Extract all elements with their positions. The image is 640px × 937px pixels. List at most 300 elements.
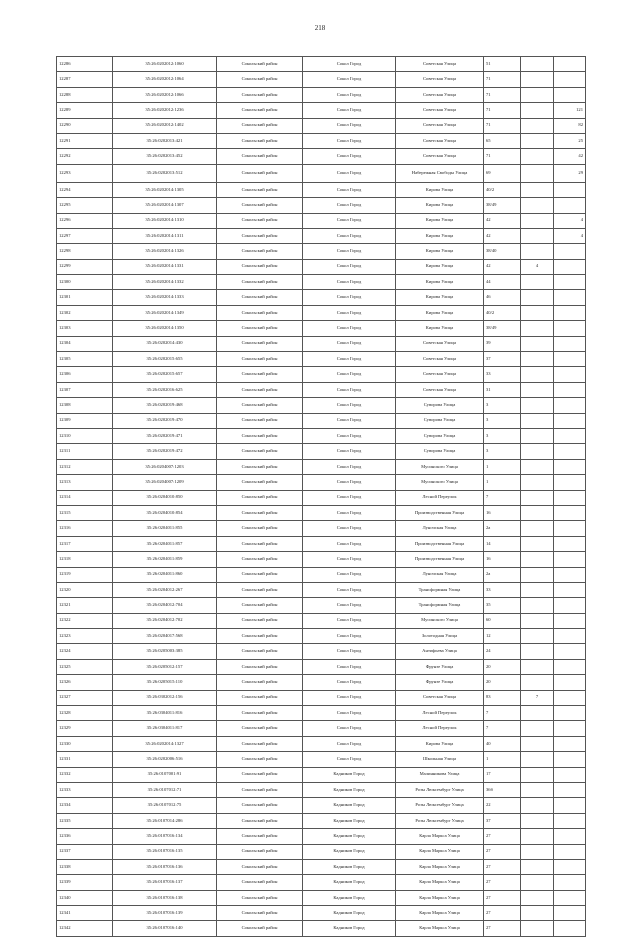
house-number-cell: 33	[484, 367, 521, 382]
apartment-cell	[554, 87, 586, 102]
district-cell: Сокольский район	[217, 690, 303, 705]
settlement-cell: Сокол Город	[303, 118, 396, 133]
apartment-cell	[554, 367, 586, 382]
table-row	[57, 133, 586, 148]
cadastral-number-cell: 35:26:0202015:655	[113, 352, 217, 367]
table-row	[57, 505, 586, 520]
settlement-cell: Сокол Город	[303, 536, 396, 551]
street-cell: Кирова Улица	[396, 228, 484, 243]
cadastral-number-cell: 35:26:0202012:1402	[113, 118, 217, 133]
record-number-cell: 12331	[57, 752, 113, 767]
district-cell: Сокольский район	[217, 164, 303, 182]
settlement-cell: Сокол Город	[303, 567, 396, 582]
cadastral-number-cell: 35:26:0204011:860	[113, 567, 217, 582]
building-cell	[521, 721, 554, 736]
house-number-cell: 33	[484, 582, 521, 597]
cadastral-number-cell: 35:26:0204012:267	[113, 582, 217, 597]
cadastral-number-cell: 35:26:0204012:702	[113, 613, 217, 628]
building-cell	[521, 782, 554, 797]
building-cell	[521, 244, 554, 259]
building-cell	[521, 428, 554, 443]
cadastral-number-cell: 35:26:0107014:286	[113, 813, 217, 828]
house-number-cell: 38/49	[484, 321, 521, 336]
table-row	[57, 336, 586, 351]
settlement-cell: Сокол Город	[303, 290, 396, 305]
street-cell: Кирова Улица	[396, 275, 484, 290]
settlement-cell: Сокол Город	[303, 87, 396, 102]
street-cell: Кирова Улица	[396, 213, 484, 228]
district-cell: Сокольский район	[217, 767, 303, 782]
settlement-cell: Сокол Город	[303, 505, 396, 520]
street-cell: Трансформная Улица	[396, 598, 484, 613]
cadastral-number-cell: 35:26:0107016:138	[113, 890, 217, 905]
settlement-cell: Сокол Город	[303, 659, 396, 674]
district-cell: Сокольский район	[217, 133, 303, 148]
cadastral-number-cell: 35:26:0304011:817	[113, 721, 217, 736]
building-cell	[521, 72, 554, 87]
settlement-cell: Сокол Город	[303, 552, 396, 567]
table-row	[57, 921, 586, 936]
settlement-cell: Сокол Город	[303, 57, 396, 72]
building-cell	[521, 859, 554, 874]
cadastral-number-cell: 35:26:0204010:854	[113, 505, 217, 520]
building-cell	[521, 164, 554, 182]
settlement-cell: Сокол Город	[303, 182, 396, 197]
cadastral-number-cell: 35:26:0202012:1236	[113, 103, 217, 118]
district-cell: Сокольский район	[217, 321, 303, 336]
house-number-cell: 3	[484, 413, 521, 428]
house-number-cell: 42	[484, 228, 521, 243]
settlement-cell: Сокол Город	[303, 398, 396, 413]
district-cell: Сокольский район	[217, 213, 303, 228]
record-number-cell: 12318	[57, 552, 113, 567]
cadastral-number-cell: 35:26:0202013:421	[113, 133, 217, 148]
district-cell: Сокольский район	[217, 536, 303, 551]
house-number-cell: 27	[484, 859, 521, 874]
apartment-cell	[554, 275, 586, 290]
house-number-cell: 27	[484, 890, 521, 905]
building-cell	[521, 275, 554, 290]
table-row	[57, 87, 586, 102]
district-cell: Сокольский район	[217, 305, 303, 320]
apartment-cell: 25	[554, 133, 586, 148]
cadastral-number-cell: 35:26:0202014:1333	[113, 290, 217, 305]
record-number-cell: 12333	[57, 782, 113, 797]
settlement-cell: Сокол Город	[303, 752, 396, 767]
table-row	[57, 475, 586, 490]
table-row	[57, 118, 586, 133]
building-cell	[521, 103, 554, 118]
district-cell: Сокольский район	[217, 103, 303, 118]
building-cell	[521, 706, 554, 721]
house-number-cell: 35	[484, 598, 521, 613]
building-cell	[521, 475, 554, 490]
street-cell: Мусинского Улица	[396, 613, 484, 628]
street-cell: Кирова Улица	[396, 198, 484, 213]
settlement-cell: Сокол Город	[303, 72, 396, 87]
cadastral-number-cell: 35:26:0202014:1305	[113, 182, 217, 197]
cadastral-number-cell: 35:26:0204012:704	[113, 598, 217, 613]
apartment-cell	[554, 752, 586, 767]
street-cell: Розы Люксембург Улица	[396, 813, 484, 828]
apartment-cell	[554, 675, 586, 690]
record-number-cell: 12309	[57, 413, 113, 428]
building-cell	[521, 890, 554, 905]
house-number-cell: 71	[484, 72, 521, 87]
settlement-cell: Кадников Город	[303, 844, 396, 859]
house-number-cell: 44	[484, 275, 521, 290]
house-number-cell: 71	[484, 149, 521, 164]
settlement-cell: Сокол Город	[303, 629, 396, 644]
district-cell: Сокольский район	[217, 57, 303, 72]
record-number-cell: 12294	[57, 182, 113, 197]
house-number-cell: 71	[484, 118, 521, 133]
table-row	[57, 382, 586, 397]
street-cell: Карла Маркса Улица	[396, 829, 484, 844]
house-number-cell: 37	[484, 352, 521, 367]
district-cell: Сокольский район	[217, 428, 303, 443]
house-number-cell: 40/2	[484, 305, 521, 320]
settlement-cell: Сокол Город	[303, 198, 396, 213]
apartment-cell	[554, 598, 586, 613]
street-cell: Школьная Улица	[396, 752, 484, 767]
cadastral-number-cell: 35:26:0202013:452	[113, 149, 217, 164]
apartment-cell	[554, 244, 586, 259]
building-cell	[521, 675, 554, 690]
record-number-cell: 12300	[57, 275, 113, 290]
record-number-cell: 12295	[57, 198, 113, 213]
record-number-cell: 12315	[57, 505, 113, 520]
house-number-cell: 1	[484, 459, 521, 474]
settlement-cell: Сокол Город	[303, 336, 396, 351]
apartment-cell	[554, 398, 586, 413]
table-row	[57, 103, 586, 118]
record-number-cell: 12292	[57, 149, 113, 164]
district-cell: Сокольский район	[217, 413, 303, 428]
table-row	[57, 352, 586, 367]
district-cell: Сокольский район	[217, 629, 303, 644]
apartment-cell	[554, 736, 586, 751]
building-cell	[521, 875, 554, 890]
settlement-cell: Сокол Город	[303, 413, 396, 428]
table-row	[57, 57, 586, 72]
table-row	[57, 567, 586, 582]
apartment-cell	[554, 259, 586, 274]
building-cell	[521, 567, 554, 582]
table-row	[57, 582, 586, 597]
settlement-cell: Сокол Город	[303, 598, 396, 613]
house-number-cell: 7	[484, 721, 521, 736]
settlement-cell: Кадников Город	[303, 782, 396, 797]
building-cell	[521, 644, 554, 659]
table-row	[57, 244, 586, 259]
house-number-cell: 27	[484, 921, 521, 936]
table-row	[57, 798, 586, 813]
house-number-cell: 3	[484, 428, 521, 443]
apartment-cell	[554, 644, 586, 659]
apartment-cell	[554, 582, 586, 597]
street-cell: Советская Улица	[396, 690, 484, 705]
table-row	[57, 782, 586, 797]
record-number-cell: 12319	[57, 567, 113, 582]
apartment-cell	[554, 875, 586, 890]
record-number-cell: 12289	[57, 103, 113, 118]
cadastral-number-cell: 35:26:0204011:857	[113, 536, 217, 551]
district-cell: Сокольский район	[217, 244, 303, 259]
record-number-cell: 12336	[57, 829, 113, 844]
district-cell: Сокольский район	[217, 644, 303, 659]
apartment-cell: 42	[554, 149, 586, 164]
table-row	[57, 629, 586, 644]
table-row	[57, 428, 586, 443]
building-cell	[521, 921, 554, 936]
cadastral-number-cell: 35:26:0107016:134	[113, 829, 217, 844]
apartment-cell	[554, 490, 586, 505]
settlement-cell: Сокол Город	[303, 428, 396, 443]
building-cell	[521, 813, 554, 828]
house-number-cell: 2а	[484, 521, 521, 536]
district-cell: Сокольский район	[217, 490, 303, 505]
settlement-cell: Кадников Город	[303, 906, 396, 921]
street-cell: Советская Улица	[396, 149, 484, 164]
building-cell	[521, 352, 554, 367]
district-cell: Сокольский район	[217, 782, 303, 797]
building-cell: 4	[521, 259, 554, 274]
record-number-cell: 12325	[57, 659, 113, 674]
street-cell: Производственная Улица	[396, 505, 484, 520]
table-row	[57, 305, 586, 320]
apartment-cell	[554, 336, 586, 351]
house-number-cell: 65	[484, 133, 521, 148]
district-cell: Сокольский район	[217, 398, 303, 413]
apartment-cell	[554, 72, 586, 87]
house-number-cell: 36б	[484, 782, 521, 797]
record-number-cell: 12308	[57, 398, 113, 413]
record-number-cell: 12287	[57, 72, 113, 87]
district-cell: Сокольский район	[217, 444, 303, 459]
street-cell: Советская Улица	[396, 133, 484, 148]
street-cell: Лесной Переулок	[396, 706, 484, 721]
building-cell	[521, 906, 554, 921]
house-number-cell: 37	[484, 813, 521, 828]
building-cell	[521, 598, 554, 613]
building-cell	[521, 798, 554, 813]
house-number-cell: 27	[484, 875, 521, 890]
record-number-cell: 12321	[57, 598, 113, 613]
settlement-cell: Сокол Город	[303, 259, 396, 274]
house-number-cell: 17	[484, 767, 521, 782]
street-cell: Советская Улица	[396, 72, 484, 87]
cadastral-number-cell: 35:26:0202014:1331	[113, 259, 217, 274]
house-number-cell: 51	[484, 57, 521, 72]
cadastral-number-cell: 35:26:0202014:430	[113, 336, 217, 351]
record-number-cell: 12326	[57, 675, 113, 690]
table-row	[57, 228, 586, 243]
street-cell: Трансформная Улица	[396, 582, 484, 597]
cadastral-number-cell: 35:26:0204007:1203	[113, 459, 217, 474]
district-cell: Сокольский район	[217, 875, 303, 890]
building-cell	[521, 536, 554, 551]
cadastral-number-cell: 35:26:0202014:1326	[113, 244, 217, 259]
settlement-cell: Сокол Город	[303, 490, 396, 505]
record-number-cell: 12335	[57, 813, 113, 828]
record-number-cell: 12322	[57, 613, 113, 628]
street-cell: Кирова Улица	[396, 244, 484, 259]
building-cell	[521, 57, 554, 72]
street-cell: Советская Улица	[396, 87, 484, 102]
building-cell	[521, 182, 554, 197]
house-number-cell: 16	[484, 552, 521, 567]
district-cell: Сокольский район	[217, 367, 303, 382]
apartment-cell: 29	[554, 164, 586, 182]
house-number-cell: 24	[484, 644, 521, 659]
table-row	[57, 859, 586, 874]
street-cell: Суворова Улица	[396, 413, 484, 428]
table-row	[57, 182, 586, 197]
record-number-cell: 12286	[57, 57, 113, 72]
apartment-cell	[554, 444, 586, 459]
street-cell: Советская Улица	[396, 367, 484, 382]
district-cell: Сокольский район	[217, 182, 303, 197]
table-row	[57, 890, 586, 905]
building-cell	[521, 118, 554, 133]
table-row	[57, 829, 586, 844]
record-number-cell: 12323	[57, 629, 113, 644]
street-cell: Производственная Улица	[396, 536, 484, 551]
district-cell: Сокольский район	[217, 505, 303, 520]
building-cell	[521, 659, 554, 674]
house-number-cell: 2а	[484, 567, 521, 582]
house-number-cell: 42	[484, 259, 521, 274]
cadastral-number-cell: 35:26:0202014:1310	[113, 213, 217, 228]
table-row	[57, 459, 586, 474]
district-cell: Сокольский район	[217, 798, 303, 813]
apartment-cell: 4	[554, 228, 586, 243]
district-cell: Сокольский район	[217, 552, 303, 567]
house-number-cell: 46	[484, 290, 521, 305]
table-row	[57, 72, 586, 87]
house-number-cell: 38/40	[484, 244, 521, 259]
table-row	[57, 444, 586, 459]
cadastral-number-cell: 35:26:0304011:816	[113, 706, 217, 721]
house-number-cell: 38/49	[484, 198, 521, 213]
house-number-cell: 20	[484, 659, 521, 674]
house-number-cell: 69	[484, 164, 521, 182]
settlement-cell: Сокол Город	[303, 459, 396, 474]
apartment-cell	[554, 428, 586, 443]
cadastral-number-cell: 35:26:0202019:468	[113, 398, 217, 413]
district-cell: Сокольский район	[217, 706, 303, 721]
district-cell: Сокольский район	[217, 259, 303, 274]
apartment-cell	[554, 505, 586, 520]
cadastral-number-cell: 35:26:0202006:516	[113, 752, 217, 767]
house-number-cell: 7	[484, 706, 521, 721]
street-cell: Кирова Улица	[396, 736, 484, 751]
cadastral-number-cell: 35:26:0202019:471	[113, 428, 217, 443]
street-cell: Советская Улица	[396, 336, 484, 351]
record-number-cell: 12297	[57, 228, 113, 243]
district-cell: Сокольский район	[217, 844, 303, 859]
apartment-cell	[554, 198, 586, 213]
district-cell: Сокольский район	[217, 675, 303, 690]
apartment-cell	[554, 798, 586, 813]
house-number-cell: 27	[484, 844, 521, 859]
street-cell: Розы Люксембург Улица	[396, 798, 484, 813]
settlement-cell: Сокол Город	[303, 706, 396, 721]
apartment-cell	[554, 290, 586, 305]
table-row	[57, 875, 586, 890]
street-cell: Малинникова Улица	[396, 767, 484, 782]
building-cell	[521, 459, 554, 474]
district-cell: Сокольский район	[217, 382, 303, 397]
cadastral-number-cell: 35:26:0205015:110	[113, 675, 217, 690]
house-number-cell: 42	[484, 213, 521, 228]
record-number-cell: 12342	[57, 921, 113, 936]
record-number-cell: 12314	[57, 490, 113, 505]
record-number-cell: 12304	[57, 336, 113, 351]
table-row	[57, 490, 586, 505]
table-row	[57, 213, 586, 228]
cadastral-number-cell: 35:26:0107016:140	[113, 921, 217, 936]
registry-table	[56, 56, 586, 937]
apartment-cell: 82	[554, 118, 586, 133]
record-number-cell: 12340	[57, 890, 113, 905]
settlement-cell: Сокол Город	[303, 675, 396, 690]
street-cell: Советская Улица	[396, 103, 484, 118]
house-number-cell: 16	[484, 505, 521, 520]
house-number-cell: 7	[484, 490, 521, 505]
table-row	[57, 736, 586, 751]
settlement-cell: Сокол Город	[303, 690, 396, 705]
street-cell: Суворова Улица	[396, 444, 484, 459]
table-row	[57, 813, 586, 828]
record-number-cell: 12310	[57, 428, 113, 443]
table-row	[57, 321, 586, 336]
building-cell	[521, 829, 554, 844]
table-row	[57, 613, 586, 628]
house-number-cell: 71	[484, 87, 521, 102]
building-cell	[521, 87, 554, 102]
apartment-cell	[554, 613, 586, 628]
apartment-cell	[554, 182, 586, 197]
street-cell: Луночская Улица	[396, 521, 484, 536]
district-cell: Сокольский район	[217, 906, 303, 921]
street-cell: Фрунзе Улица	[396, 675, 484, 690]
apartment-cell	[554, 844, 586, 859]
street-cell: Золотодная Улица	[396, 629, 484, 644]
apartment-cell	[554, 721, 586, 736]
building-cell	[521, 505, 554, 520]
street-cell: Розы Люксембург Улица	[396, 782, 484, 797]
house-number-cell: 83	[484, 690, 521, 705]
street-cell: Кирова Улица	[396, 259, 484, 274]
house-number-cell: 31	[484, 382, 521, 397]
apartment-cell	[554, 352, 586, 367]
settlement-cell: Сокол Город	[303, 613, 396, 628]
record-number-cell: 12334	[57, 798, 113, 813]
record-number-cell: 12338	[57, 859, 113, 874]
table-row	[57, 752, 586, 767]
cadastral-number-cell: 35:26:0107001:91	[113, 767, 217, 782]
street-cell: Советская Улица	[396, 118, 484, 133]
settlement-cell: Кадников Город	[303, 798, 396, 813]
settlement-cell: Сокол Город	[303, 521, 396, 536]
table-row	[57, 398, 586, 413]
house-number-cell: 71	[484, 103, 521, 118]
district-cell: Сокольский район	[217, 352, 303, 367]
table-row	[57, 906, 586, 921]
district-cell: Сокольский район	[217, 521, 303, 536]
